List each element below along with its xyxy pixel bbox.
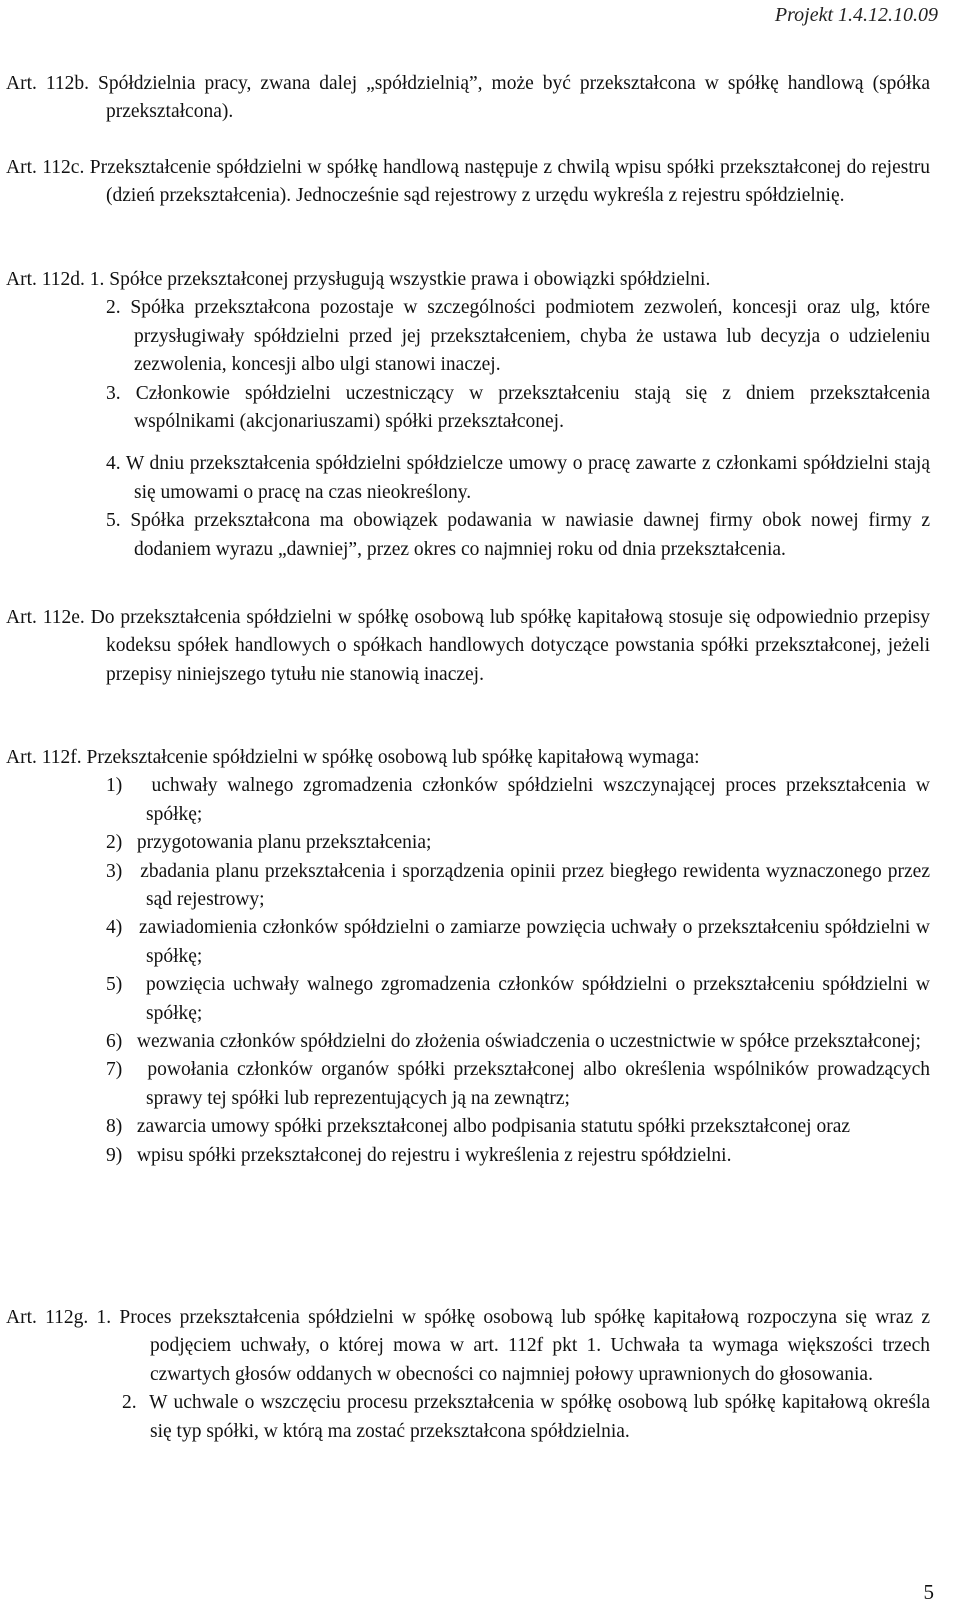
article-112f-item: 4) zawiadomienia członków spółdzielni o zamiarze powzięcia uchwały o przekształceniu spółdzielni w spółkę; [106, 917, 930, 967]
article-112b-text: Art. 112b. Spółdzielnia pracy, zwana dalej „spółdzielnią”, może być przekształcona w spółkę handlową (spółka przekształcona). [6, 73, 930, 123]
article-112d-para-1: Art. 112d. 1. Spółce przekształconej przysługują wszystkie prawa i obowiązki spółdzielni. [6, 269, 711, 290]
article-112f-list [6, 772, 930, 1170]
article-112f-intro: Art. 112f. Przekształcenie spółdzielni w spółkę osobową lub spółkę kapitałową wymaga: [6, 747, 700, 768]
article-112d-para-5: 5. Spółka przekształcona ma obowiązek podawania w nawiasie dawnej firmy obok nowej firmy z dodaniem wyrazu „dawniej”, przez okres co najmniej roku od dnia przekształcenia. [106, 510, 930, 560]
article-112g-para-1: Art. 112g. 1. Proces przekształcenia spółdzielni w spółkę osobową lub spółkę kapitałową rozpoczyna się wraz z podjęciem uchwały, o której mowa w art. 112f pkt 1. Uchwała ta wymaga większości trzech czwartych głosów oddanych w obecności co najmniej połowy uprawnionych do głosowania. [6, 1307, 930, 1385]
article-112f-item: 9) wpisu spółki przekształconej do rejestru i wykreślenia z rejestru spółdzielni. [106, 1144, 732, 1166]
article-112d-para-3: 3. Członkowie spółdzielni uczestniczący w przekształceniu stają się z dniem przekształcenia wspólnikami (akcjonariuszami) spółki przekształconej. [106, 382, 930, 433]
article-112e-text: Art. 112e. Do przekształcenia spółdzielni w spółkę osobową lub spółkę kapitałową stosuje się odpowiednio przepisy kodeksu spółek handlowych o spółkach handlowych dotyczące powstania spółki przekształconej, jeżeli przepisy niniejszego tytułu nie stanowią inaczej. [6, 607, 930, 685]
article-112d-para-4: 4. W dniu przekształcenia spółdzielni spółdzielcze umowy o pracę zawarte z członkami spółdzielni stają się umowami o pracę na czas nieokreślony. [106, 453, 930, 503]
article-112f-item: 3) zbadania planu przekształcenia i sporządzenia opinii przez biegłego rewidenta wyznaczonego przez sąd rejestrowy; [106, 860, 930, 911]
article-112g [6, 1304, 930, 1446]
page-number: 5 [923, 1580, 934, 1604]
article-112f-item: 6) wezwania członków spółdzielni do złożenia oświadczenia o uczestnictwie w spółce przekształconej; [106, 1031, 921, 1053]
article-112d [6, 266, 930, 564]
article-112g-para-2: 2. W uchwale o wszczęciu procesu przekształcenia w spółkę osobową lub spółkę kapitałową określa się typ spółki, w którą ma zostać przekształcona spółdzielnia. [122, 1392, 930, 1442]
article-112d-para-2: 2. Spółka przekształcona pozostaje w szczególności podmiotem zezwoleń, koncesji oraz ulg, które przysługiwały spółdzielni przed jej przekształceniem, chyba że ustawa lub decyzja o udzieleniu zezwolenia, koncesji albo ulgi stanowi inaczej. [106, 297, 930, 376]
article-112f-item: 5) powzięcia uchwały walnego zgromadzenia członków spółdzielni o przekształceniu spółdzielni w spółkę; [106, 974, 930, 1024]
article-112c-text: Art. 112c. Przekształcenie spółdzielni w spółkę handlową następuje z chwilą wpisu spółki przekształconej do rejestru (dzień przekształcenia). Jednocześnie sąd rejestrowy z urzędu wykreśla z rejestru spółdzielnię. [6, 157, 930, 207]
article-112f-item: 2) przygotowania planu przekształcenia; [106, 832, 432, 854]
article-112b [6, 70, 930, 127]
article-112f [6, 744, 930, 1170]
article-112e [6, 604, 930, 689]
article-112f-item: 7) powołania członków organów spółki przekształconej albo określenia wspólników prowadzących sprawy tej spółki lub reprezentujących ją na zewnątrz; [106, 1059, 930, 1109]
article-112f-item: 1) uchwały walnego zgromadzenia członków spółdzielni wszczynającej proces przekształcenia w spółkę; [106, 775, 930, 825]
article-112c [6, 154, 930, 211]
article-112f-item: 8) zawarcia umowy spółki przekształconej albo podpisania statutu spółki przekształconej oraz [106, 1116, 850, 1138]
project-header: Projekt 1.4.12.10.09 [774, 4, 938, 26]
